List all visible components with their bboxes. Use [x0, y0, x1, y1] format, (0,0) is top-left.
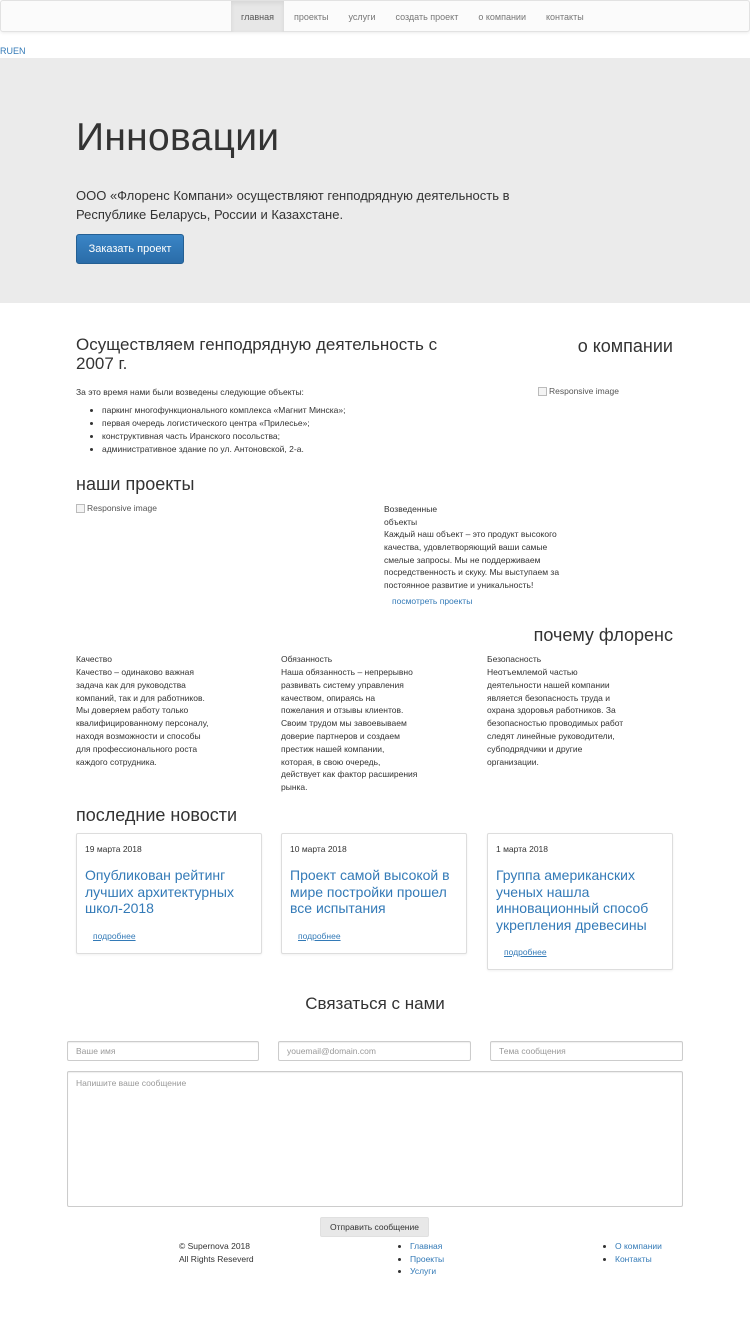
- broken-image-icon: [538, 387, 547, 396]
- projects-image-alt: Responsive image: [87, 503, 157, 513]
- nav-projects[interactable]: проекты: [293, 12, 329, 22]
- send-message-button[interactable]: Отправить сообщение: [320, 1217, 429, 1237]
- footer-link-about[interactable]: О компании: [615, 1241, 662, 1251]
- why-quality-title: Качество: [76, 654, 112, 664]
- footer-links-main: [410, 1240, 444, 1278]
- footer-link-projects[interactable]: Проекты: [410, 1253, 445, 1264]
- lang-en-link[interactable]: EN: [13, 46, 26, 56]
- lang-ru-link[interactable]: RU: [0, 46, 13, 56]
- news-card: [76, 833, 262, 954]
- top-navbar: [0, 0, 750, 32]
- why-heading: почему флоренс: [533, 625, 673, 645]
- about-intro: За это время нами были возведены следующие объекты:: [76, 387, 304, 397]
- footer-link-contacts[interactable]: Контакты: [615, 1253, 652, 1264]
- why-duty-title: Обязанность: [281, 654, 333, 664]
- language-switcher: [0, 46, 26, 56]
- news-title[interactable]: Группа американских ученых нашла инновационный способ укрепления древесины: [496, 867, 649, 933]
- name-field[interactable]: Ваше имя: [67, 1041, 259, 1061]
- about-heading: Осуществляем генподрядную деятельность с 2007 г.: [76, 335, 438, 373]
- footer-link-services[interactable]: Услуги: [410, 1266, 437, 1276]
- footer-links-company: [615, 1240, 662, 1265]
- news-card: [487, 833, 673, 970]
- news-date: 19 марта 2018: [85, 844, 142, 854]
- news-title[interactable]: Опубликован рейтинг лучших архитектурных школ-2018: [85, 867, 234, 917]
- list-item: • конструктивная часть Иранского посольства;: [102, 430, 345, 443]
- nav-home[interactable]: главная: [231, 1, 284, 32]
- view-projects-link[interactable]: посмотреть проекты: [392, 596, 473, 606]
- nav-about[interactable]: о компании: [478, 12, 526, 22]
- projects-text: Каждый наш объект – это продукт высокого качества, удовлетворяющий ваши самые смелые запросы. Мы не поддерживаем посредственность и скуку. Мы выступаем за постоянное развитие и уникальность!: [384, 529, 560, 591]
- order-project-button[interactable]: Заказать проект: [76, 234, 184, 264]
- projects-subtitle: Возведенные объекты: [384, 504, 438, 527]
- about-image-alt: Responsive image: [549, 386, 619, 396]
- projects-image: [76, 503, 157, 513]
- nav-create-project[interactable]: создать проект: [395, 12, 459, 22]
- main-nav: [231, 1, 594, 32]
- news-heading: последние новости: [76, 805, 238, 825]
- rights-text: All Rights Reseverd: [179, 1253, 254, 1264]
- message-textarea[interactable]: Напишите ваше сообщение: [67, 1071, 683, 1207]
- list-item: • административное здание по ул. Антоновской, 2-а.: [102, 443, 345, 456]
- why-duty-text: Наша обязанность – непрерывно развивать систему управления качеством, опираясь на пожелания и отзывы клиентов. Своим трудом мы завоевываем доверие партнеров и создаем престиж нашей компании, которая, в свою очередь, действует как фактор расширения рынка.: [281, 667, 418, 793]
- about-image: [538, 386, 619, 396]
- broken-image-icon: [76, 504, 85, 513]
- news-card: [281, 833, 467, 954]
- news-more-link[interactable]: подробнее: [298, 931, 341, 941]
- footer-link-home[interactable]: Главная: [410, 1241, 443, 1251]
- list-item: • паркинг многофункционального комплекса «Магнит Минска»;: [102, 404, 345, 417]
- why-quality-text: Качество – одинаково важная задача как для руководства компаний, так и для работников. Мы доверяем работу только квалифицированному персоналу, находя возможности и способы для профессионального роста каждого сотрудника.: [76, 667, 209, 767]
- news-more-link[interactable]: подробнее: [93, 931, 136, 941]
- projects-heading: наши проекты: [76, 474, 195, 494]
- footer-copyright: [179, 1240, 254, 1265]
- copyright-text: © Supernova 2018: [179, 1241, 251, 1251]
- email-field[interactable]: youemail@domain.com: [278, 1041, 471, 1061]
- about-side-heading: о компании: [577, 336, 673, 356]
- hero-jumbotron: [0, 58, 750, 303]
- hero-lead: ООО «Флоренс Компани» осуществляют генподрядную деятельность в Республике Беларусь, России и Казахстане.: [76, 188, 510, 222]
- why-safety-text: Неотъемлемой частью деятельности нашей компании является безопасность труда и охрана здоровья работников. За безопасностью проводимых работ следят линейные руководители, субподрядчики и другие организации.: [487, 667, 624, 767]
- nav-services[interactable]: услуги: [348, 12, 376, 22]
- news-date: 10 марта 2018: [290, 844, 347, 854]
- news-date: 1 марта 2018: [496, 844, 548, 854]
- hero-title: Инновации: [76, 116, 280, 159]
- news-title[interactable]: Проект самой высокой в мире постройки прошел все испытания: [290, 867, 450, 917]
- nav-contacts[interactable]: контакты: [546, 12, 584, 22]
- subject-field[interactable]: Тема сообщения: [490, 1041, 683, 1061]
- objects-list: [102, 404, 345, 456]
- list-item: • первая очередь логистического центра «Прилесье»;: [102, 417, 345, 430]
- contact-heading: Связаться с нами: [305, 994, 445, 1013]
- why-safety-title: Безопасность: [487, 654, 542, 664]
- news-more-link[interactable]: подробнее: [504, 947, 547, 957]
